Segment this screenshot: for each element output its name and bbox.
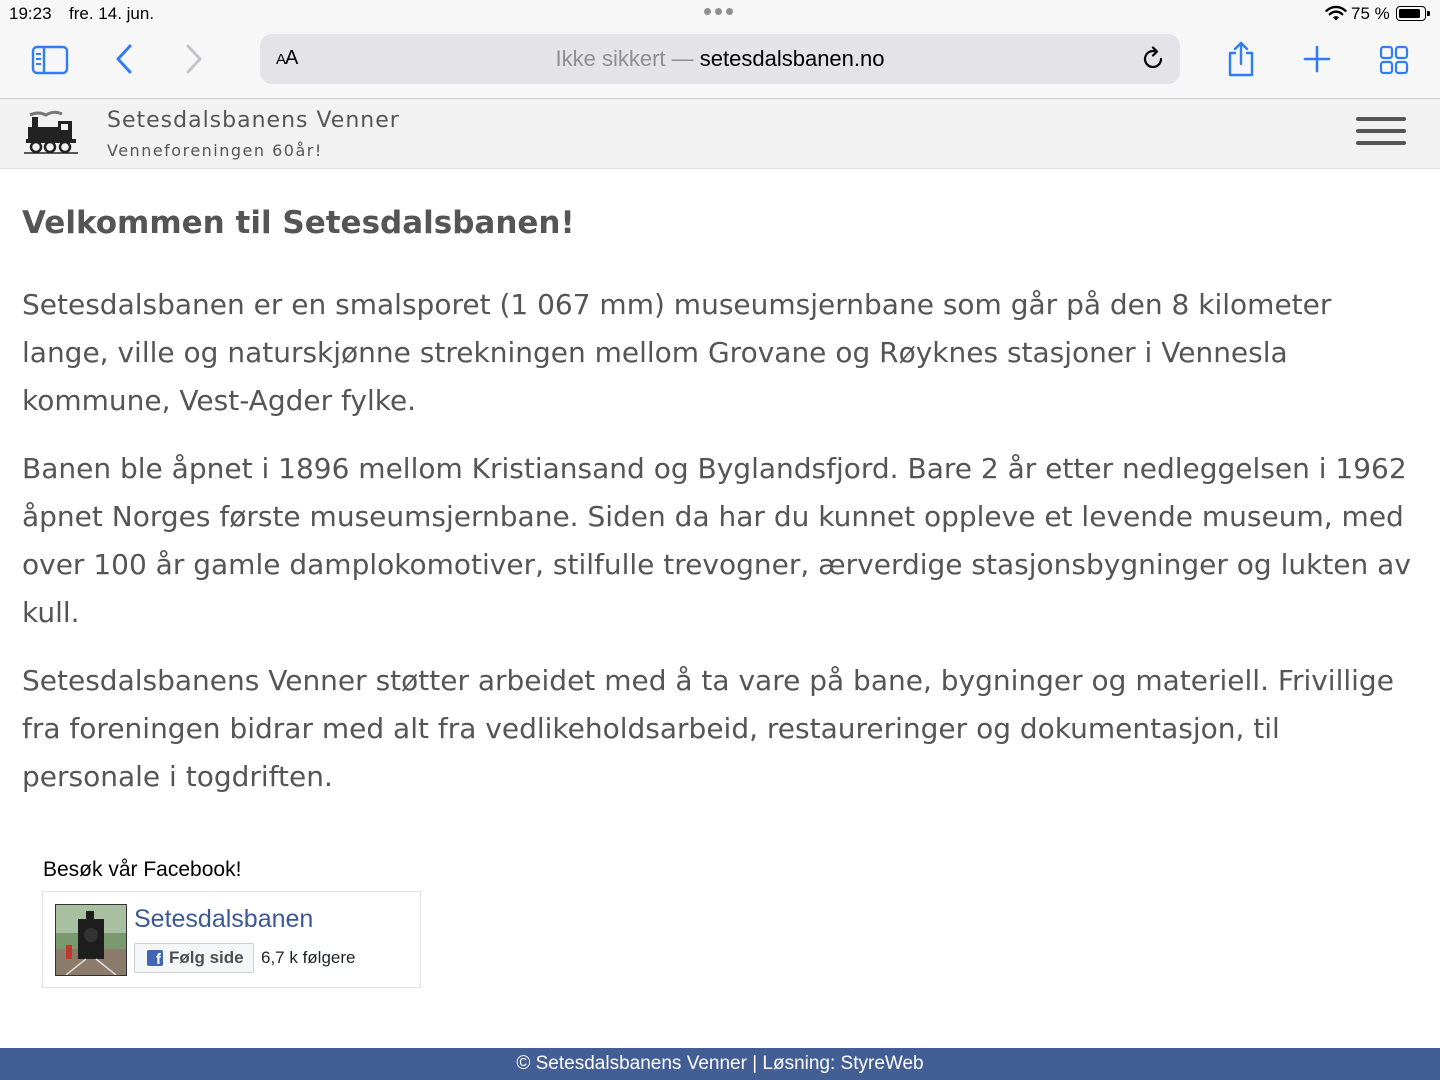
battery-icon xyxy=(1396,6,1426,21)
address-url[interactable] xyxy=(260,46,1180,72)
page-title: Velkommen til Setesdalsbanen! xyxy=(22,205,575,241)
history-paragraph: Banen ble åpnet i 1896 mellom Kristiansand og Byglandsfjord. Bare 2 år etter nedleggelsen i 1962 åpnet Norges første museumsjernbane. Siden da har du kunnet oppleve et levende museum, med over 100 år gamle damplokomotiver, stilfulle trevogner, ærverdige stasjonsbygninger og lukten av kull. xyxy=(22,452,1411,629)
reload-icon[interactable] xyxy=(1140,46,1166,77)
intro-paragraph: Setesdalsbanen er en smalsporet (1 067 mm) museumsjernbane som går på den 8 kilometer lange, ville og naturskjønne strekningen mellom Grovane og Røyknes stasjoner i Vennesla kommune, Vest-Agder fylke. xyxy=(22,288,1332,417)
multitasking-dots-icon[interactable] xyxy=(704,8,733,15)
address-bar[interactable] xyxy=(260,34,1180,84)
share-icon[interactable] xyxy=(1224,38,1258,80)
wifi-icon xyxy=(1325,5,1347,27)
back-button[interactable] xyxy=(112,44,136,74)
main-content xyxy=(22,195,1422,821)
site-header xyxy=(0,99,1440,169)
site-subtitle: Venneforeningen 60år! xyxy=(107,141,323,160)
battery-percentage: 75 % xyxy=(1351,4,1390,23)
facebook-page-widget xyxy=(42,891,421,988)
facebook-page-thumbnail[interactable] xyxy=(55,904,127,976)
browser-toolbar xyxy=(0,30,1440,99)
facebook-heading: Besøk vår Facebook! xyxy=(43,858,242,881)
follow-page-button[interactable] xyxy=(134,943,254,973)
hamburger-menu-icon[interactable] xyxy=(1356,117,1406,149)
status-time: 19:23 xyxy=(9,4,52,23)
tabs-overview-icon[interactable] xyxy=(1378,44,1410,76)
status-bar xyxy=(0,0,1440,30)
site-title[interactable]: Setesdalsbanens Venner xyxy=(107,108,400,133)
locomotive-logo-icon[interactable] xyxy=(24,109,78,159)
facebook-icon xyxy=(147,950,163,966)
volunteers-paragraph: Setesdalsbanens Venner støtter arbeidet med å ta vare på bane, bygninger og materiell. Frivillige fra foreningen bidrar med alt fra vedlikeholdsarbeid, restaureringer og dokumentasjon, til personale i togdriften. xyxy=(22,664,1394,793)
text-size-button[interactable]: AA xyxy=(276,47,298,69)
forward-button[interactable] xyxy=(182,44,206,74)
sidebar-toggle-icon[interactable] xyxy=(30,44,70,76)
follower-count: 6,7 k følgere xyxy=(261,948,356,967)
url-host: setesdalsbanen.no xyxy=(699,46,885,71)
facebook-page-name[interactable]: Setesdalsbanen xyxy=(134,905,314,933)
new-tab-icon[interactable] xyxy=(1302,44,1332,74)
status-date: fre. 14. jun. xyxy=(69,4,155,23)
url-security-label: Ikke sikkert — xyxy=(555,46,694,71)
footer-text: © Setesdalsbanens Venner | Løsning: StyreWeb xyxy=(516,1053,924,1074)
site-footer xyxy=(0,1048,1440,1080)
follow-page-label: Følg side xyxy=(169,948,244,967)
